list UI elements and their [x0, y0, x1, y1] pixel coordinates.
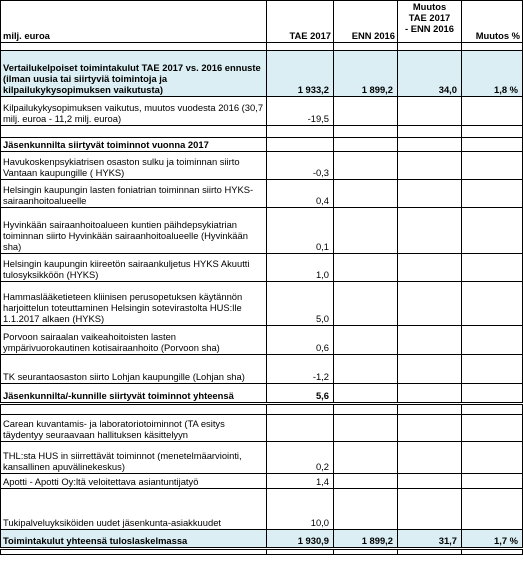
header-row	[1, 1, 523, 43]
row-tae: 0,6	[267, 326, 334, 355]
total-enn: 1 899,2	[334, 530, 398, 549]
row-label: THL:sta HUS in siirrettävät toiminnot (menetelmäarviointi, kansallinen apuvälinekeskus)	[1, 442, 267, 474]
table-row	[1, 152, 523, 180]
row-label: Helsingin kaupungin kiireetön sairaankuljetus HYKS Akuutti tulosyksikköön (HYKS)	[1, 254, 267, 282]
table-row	[1, 355, 523, 384]
subtotal-tae: 5,6	[267, 384, 334, 404]
spacer-row	[1, 404, 523, 415]
row-label: Vertailukelpoiset toimintakulut TAE 2017 vs. 2016 ennuste (ilman uusia tai siirtyviä toimintoja ja kilpailukykysopimuksen vaikutusta)	[1, 51, 267, 97]
header-enn-2016: ENN 2016	[334, 1, 398, 43]
header-tae-2017: TAE 2017	[267, 1, 334, 43]
table-row	[1, 415, 523, 442]
table-row	[1, 489, 523, 530]
row-label: Tukipalveluyksiköiden uudet jäsenkunta-asiakkuudet	[1, 489, 267, 530]
row-tae: -1,2	[267, 355, 334, 384]
table-row	[1, 326, 523, 355]
row-label: Hyvinkään sairaanhoitoalueen kuntien päihdepsykiatrian toiminnan siirto Hyvinkään sairaanhoitoalueelle (Hyvinkään sha)	[1, 208, 267, 254]
row-tae: -19,5	[267, 97, 334, 126]
row-label: Kilpailukykysopimuksen vaikutus, muutos vuodesta 2016 (30,7 milj. euroa - 11,2 milj. euroa)	[1, 97, 267, 126]
row-label: Hammaslääketieteen kliinisen perusopetuksen käytännön harjoittelun toteuttaminen Helsingin sotevirastolta HUS:lle 1.1.2017 alkaen (HYKS)	[1, 282, 267, 326]
table-row	[1, 282, 523, 326]
row-tae: 0,2	[267, 442, 334, 474]
row-tae: 5,0	[267, 282, 334, 326]
total-label: Toimintakulut yhteensä tuloslaskelmassa	[1, 530, 267, 549]
table-row	[1, 254, 523, 282]
row-enn: 1 899,2	[334, 51, 398, 97]
row-tae: 1 933,2	[267, 51, 334, 97]
header-muutos: Muutos TAE 2017 - ENN 2016	[398, 1, 462, 43]
row-label: Carean kuvantamis- ja laboratoriotoiminnot (TA esitys täydentyy seuraavaan hallituksen käsittelyyn	[1, 415, 267, 442]
row-tae: 1,4	[267, 474, 334, 489]
subtotal-label: Jäsenkunnilta/-kunnille siirtyvät toiminnot yhteensä	[1, 384, 267, 404]
row-tae: 1,0	[267, 254, 334, 282]
row-tae: 0,4	[267, 180, 334, 208]
row-tae: 0,1	[267, 208, 334, 254]
total-muutos: 31,7	[398, 530, 462, 549]
section-heading-row	[1, 138, 523, 152]
header-muutos-pct: Muutos %	[462, 1, 523, 43]
section-heading: Jäsenkunnilta siirtyvät toiminnot vuonna 2017	[1, 138, 267, 152]
table-row	[1, 180, 523, 208]
table-row	[1, 208, 523, 254]
table-row	[1, 474, 523, 489]
row-label: Helsingin kaupungin lasten foniatrian toiminnan siirto HYKS-sairaanhoitoalueelle	[1, 180, 267, 208]
row-label: TK seurantaosaston siirto Lohjan kaupungille (Lohjan sha)	[1, 355, 267, 384]
row-muutos: 34,0	[398, 51, 462, 97]
spacer-row	[1, 126, 523, 138]
total-pct: 1,7 %	[462, 530, 523, 549]
row-label: Havukoskenpsykiatrisen osaston sulku ja toiminnan siirto Vantaan kaupungille ( HYKS)	[1, 152, 267, 180]
total-tae: 1 930,9	[267, 530, 334, 549]
row-tae: 10,0	[267, 489, 334, 530]
subtotal-row	[1, 384, 523, 404]
row-label: Porvoon sairaalan vaikeahoitoisten lasten ympärivuorokautinen kotisairaanhoito (Porvoon sha)	[1, 326, 267, 355]
row-label: Apotti - Apotti Oy:ltä veloitettava asiantuntijatyö	[1, 474, 267, 489]
total-row	[1, 530, 523, 549]
table-row	[1, 51, 523, 97]
row-pct: 1,8 %	[462, 51, 523, 97]
header-label: milj. euroa	[1, 1, 267, 43]
spacer-row	[1, 43, 523, 51]
row-tae: -0,3	[267, 152, 334, 180]
table-row	[1, 97, 523, 126]
table-row	[1, 442, 523, 474]
spacer-row	[1, 549, 523, 555]
